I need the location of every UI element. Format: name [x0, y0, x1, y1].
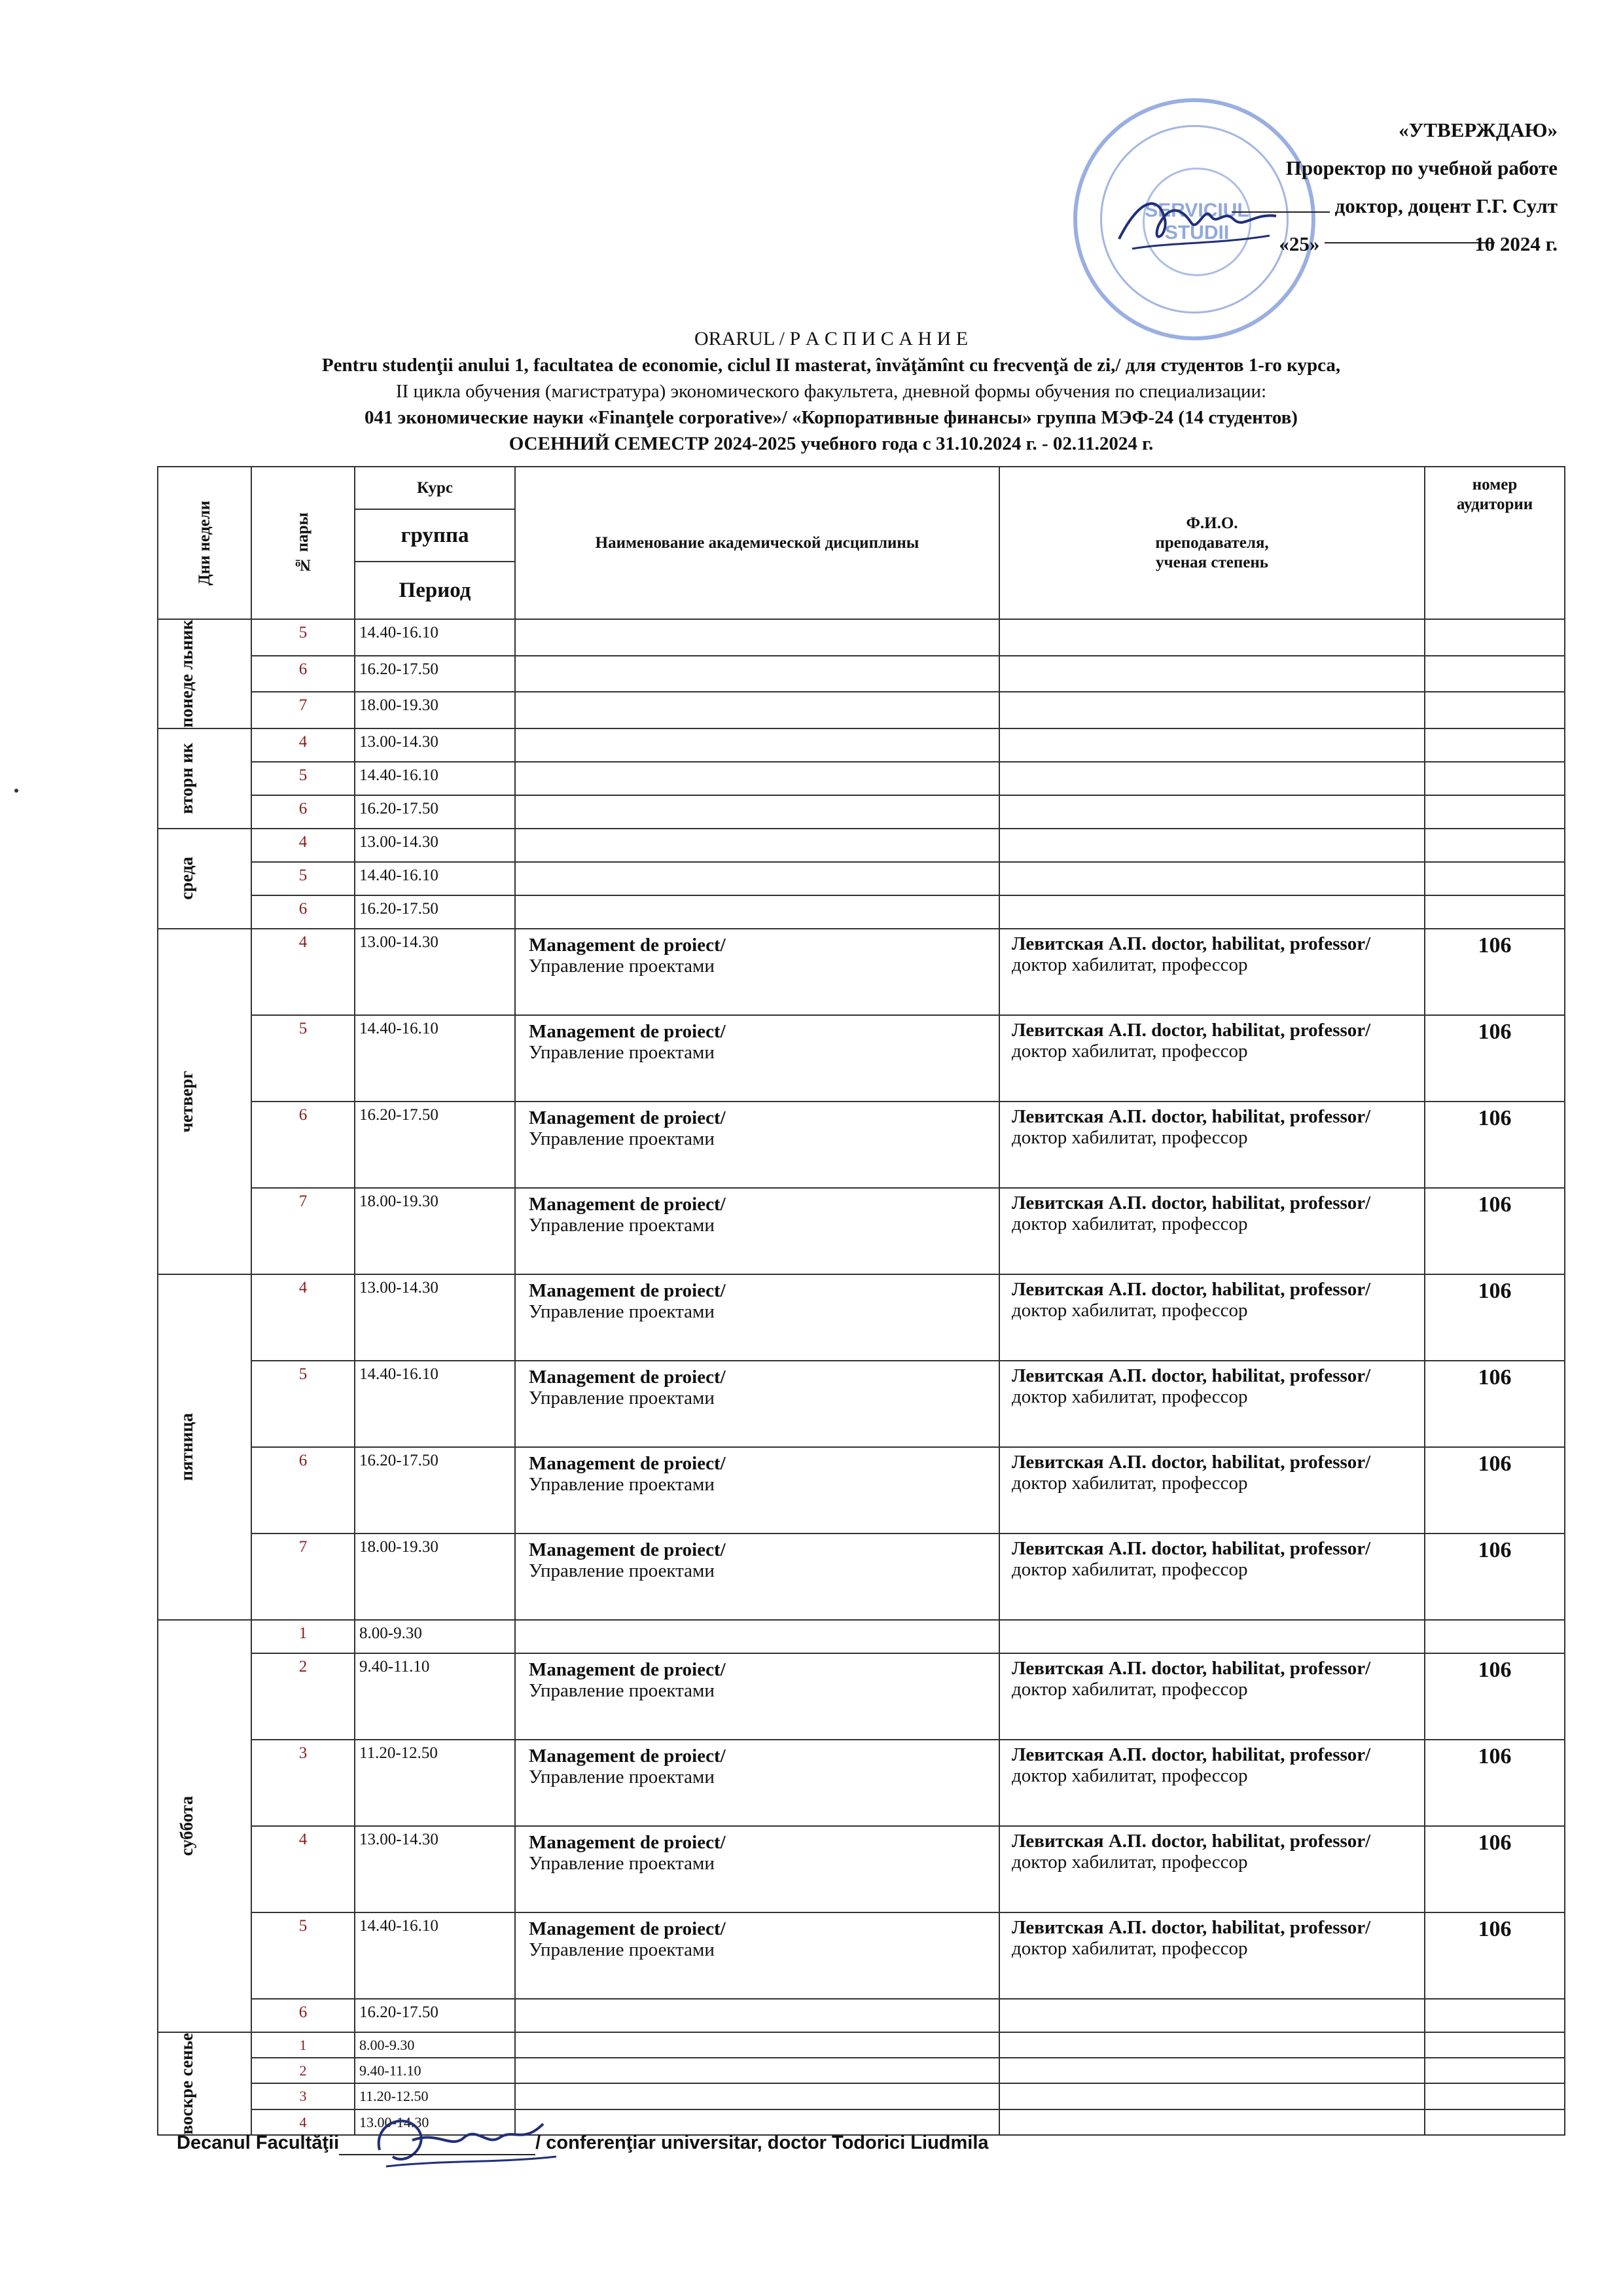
- teacher-degree: доктор хабилитат, профессор: [1012, 1765, 1248, 1786]
- pair-number: 5: [251, 1361, 355, 1447]
- teacher-cell: [999, 862, 1425, 895]
- discipline-cell: [515, 895, 999, 929]
- pair-number: 6: [251, 1447, 355, 1534]
- pair-time: 8.00-9.30: [355, 1620, 515, 1653]
- pair-number: 4: [251, 1274, 355, 1361]
- room-cell: [1425, 862, 1565, 895]
- room-cell: 106: [1425, 1188, 1565, 1274]
- teacher-name: Левитская А.П. doctor, habilitat, professor/: [1012, 933, 1371, 954]
- discipline-cell: [515, 1015, 999, 1102]
- discipline-ru: Управление проектами: [529, 1214, 715, 1236]
- teacher-degree: доктор хабилитат, профессор: [1012, 1472, 1248, 1494]
- teacher-degree: доктор хабилитат, профессор: [1012, 1386, 1248, 1407]
- room-cell: 106: [1425, 1274, 1565, 1361]
- discipline-ru: Управление проектами: [529, 1473, 715, 1495]
- discipline-cell: [515, 929, 999, 1015]
- room-cell: 106: [1425, 1826, 1565, 1912]
- teacher-name: Левитская А.П. doctor, habilitat, professor/: [1012, 1278, 1371, 1300]
- teacher-name: Левитская А.П. doctor, habilitat, professor/: [1012, 1830, 1371, 1852]
- schedule-row: [158, 862, 1565, 895]
- pair-number: 5: [251, 762, 355, 795]
- room-cell: [1425, 2058, 1565, 2083]
- pair-time: 13.00-14.30: [355, 2109, 515, 2135]
- room-cell: 106: [1425, 1740, 1565, 1826]
- dean-signature-line: [339, 2132, 535, 2155]
- date-close-quote: »: [1309, 232, 1320, 255]
- pair-time: 16.20-17.50: [355, 795, 515, 829]
- room-cell: [1425, 2032, 1565, 2058]
- pair-number: 4: [251, 2109, 355, 2135]
- room-cell: [1425, 2109, 1565, 2135]
- teacher-degree: доктор хабилитат, профессор: [1012, 1213, 1248, 1234]
- room-cell: [1425, 762, 1565, 795]
- pair-number: 7: [251, 1188, 355, 1274]
- teacher-cell: [999, 795, 1425, 829]
- teacher-cell: [999, 1999, 1425, 2032]
- teacher-cell: [999, 656, 1425, 692]
- schedule-row: [158, 728, 1565, 762]
- col-pair-header: № пары: [251, 467, 355, 619]
- room-cell: 106: [1425, 1015, 1565, 1102]
- teacher-cell: [999, 1826, 1425, 1912]
- schedule-row: [158, 692, 1565, 728]
- schedule-row: [158, 1620, 1565, 1653]
- approval-title: «УТВЕРЖДАЮ»: [1399, 118, 1558, 141]
- pair-number: 6: [251, 1999, 355, 2032]
- teacher-cell: [999, 692, 1425, 728]
- discipline-cell: [515, 728, 999, 762]
- pair-number: 6: [251, 895, 355, 929]
- discipline-ru: Управление проектами: [529, 1041, 715, 1063]
- heading-line-ro: Pentru studenţii anului 1, facultatea de economie, ciclul II masterat, învăţămînt cu frecvenţă de zi,/ для студентов 1-го курса,: [321, 355, 1341, 376]
- discipline-cell: [515, 1740, 999, 1826]
- teacher-cell: [999, 1447, 1425, 1534]
- discipline-cell: [515, 2032, 999, 2058]
- pair-number: 2: [251, 1653, 355, 1740]
- discipline-ru: Управление проектами: [529, 1852, 715, 1874]
- room-cell: [1425, 619, 1565, 656]
- room-cell: [1425, 692, 1565, 728]
- date-month: 10: [1474, 232, 1495, 255]
- teacher-cell: [999, 1653, 1425, 1740]
- discipline-ro: Management de proiect/: [529, 1452, 726, 1474]
- scan-speck: [14, 789, 18, 793]
- discipline-cell: [515, 692, 999, 728]
- room-cell: [1425, 656, 1565, 692]
- pair-number: 3: [251, 1740, 355, 1826]
- teacher-name: Левитская А.П. doctor, habilitat, professor/: [1012, 1657, 1371, 1679]
- approval-signatory: доктор, доцент Г.Г. Султ: [1334, 194, 1558, 217]
- day-name: суббота: [158, 1620, 251, 2032]
- discipline-cell: [515, 656, 999, 692]
- room-cell: [1425, 728, 1565, 762]
- teacher-cell: [999, 1102, 1425, 1188]
- teacher-name: Левитская А.П. doctor, habilitat, professor/: [1012, 1451, 1371, 1473]
- discipline-ro: Management de proiect/: [529, 1539, 726, 1560]
- schedule-row: [158, 2032, 1565, 2058]
- teacher-cell: [999, 1188, 1425, 1274]
- room-cell: [1425, 829, 1565, 862]
- discipline-ru: Управление проектами: [529, 1128, 715, 1149]
- pair-time: 8.00-9.30: [355, 2032, 515, 2058]
- teacher-name: Левитская А.П. doctor, habilitat, professor/: [1012, 1192, 1371, 1213]
- day-name: среда: [158, 829, 251, 929]
- discipline-cell: [515, 795, 999, 829]
- schedule-row: [158, 1188, 1565, 1274]
- pair-time: 16.20-17.50: [355, 656, 515, 692]
- discipline-cell: [515, 1826, 999, 1912]
- dean-title: / conferenţiar universitar, doctor Todorici Liudmila: [535, 2132, 989, 2153]
- room-cell: 106: [1425, 1102, 1565, 1188]
- date-day: 25: [1289, 232, 1310, 255]
- pair-number: 4: [251, 1826, 355, 1912]
- heading-title: ORARUL / Р А С П И С А Н И Е: [694, 328, 969, 350]
- pair-number: 5: [251, 862, 355, 895]
- pair-time: 18.00-19.30: [355, 692, 515, 728]
- teacher-degree: доктор хабилитат, профессор: [1012, 954, 1248, 975]
- room-cell: 106: [1425, 929, 1565, 1015]
- col-course-header: Курс: [355, 467, 515, 509]
- pair-time: 13.00-14.30: [355, 929, 515, 1015]
- pair-number: 5: [251, 1912, 355, 1999]
- teacher-degree: доктор хабилитат, профессор: [1012, 1937, 1248, 1959]
- discipline-ru: Управление проектами: [529, 1387, 715, 1408]
- room-cell: 106: [1425, 1653, 1565, 1740]
- teacher-name: Левитская А.П. doctor, habilitat, professor/: [1012, 1916, 1371, 1938]
- dean-label: Decanul Facultăţii: [177, 2132, 340, 2153]
- day-name: пятница: [158, 1274, 251, 1620]
- teacher-cell: [999, 1912, 1425, 1999]
- pair-time: 14.40-16.10: [355, 1361, 515, 1447]
- pair-time: 16.20-17.50: [355, 895, 515, 929]
- discipline-cell: [515, 1361, 999, 1447]
- day-name: воскре сенье: [158, 2032, 251, 2135]
- col-discipline-header: Наименование академической дисциплины: [515, 467, 999, 619]
- teacher-cell: [999, 619, 1425, 656]
- pair-time: 16.20-17.50: [355, 1447, 515, 1534]
- teacher-degree: доктор хабилитат, профессор: [1012, 1126, 1248, 1148]
- approval-block: [1060, 111, 1558, 263]
- teacher-cell: [999, 2083, 1425, 2109]
- pair-time: 13.00-14.30: [355, 829, 515, 862]
- schedule-row: [158, 762, 1565, 795]
- pair-number: 5: [251, 619, 355, 656]
- day-name: четверг: [158, 929, 251, 1274]
- teacher-degree: доктор хабилитат, профессор: [1012, 1299, 1248, 1321]
- schedule-row: [158, 1102, 1565, 1188]
- pair-time: 13.00-14.30: [355, 1826, 515, 1912]
- teacher-degree: доктор хабилитат, профессор: [1012, 1851, 1248, 1873]
- day-name: вторн ик: [158, 728, 251, 829]
- pair-time: 18.00-19.30: [355, 1534, 515, 1620]
- schedule-row: [158, 929, 1565, 1015]
- pair-number: 1: [251, 2032, 355, 2058]
- discipline-ro: Management de proiect/: [529, 1193, 726, 1215]
- discipline-cell: [515, 2109, 999, 2135]
- pair-time: 14.40-16.10: [355, 762, 515, 795]
- teacher-cell: [999, 895, 1425, 929]
- pair-number: 6: [251, 795, 355, 829]
- pair-time: 13.00-14.30: [355, 1274, 515, 1361]
- room-cell: 106: [1425, 1912, 1565, 1999]
- pair-time: 18.00-19.30: [355, 1188, 515, 1274]
- discipline-cell: [515, 1653, 999, 1740]
- discipline-ro: Management de proiect/: [529, 1745, 726, 1767]
- discipline-ru: Управление проектами: [529, 1939, 715, 1960]
- col-teacher-header: Ф.И.О. преподавателя, ученая степень: [999, 467, 1425, 619]
- schedule-row: [158, 1653, 1565, 1740]
- col-room-header: номер аудитории: [1425, 467, 1565, 619]
- schedule-heading: [157, 326, 1505, 457]
- discipline-cell: [515, 1102, 999, 1188]
- room-cell: [1425, 795, 1565, 829]
- pair-number: 3: [251, 2083, 355, 2109]
- discipline-cell: [515, 862, 999, 895]
- pair-number: 2: [251, 2058, 355, 2083]
- discipline-cell: [515, 2083, 999, 2109]
- heading-specialization: 041 экономические науки «Finanţele corporative»/ «Корпоративные финансы» группа МЭФ-24 (14 студентов): [365, 407, 1298, 428]
- schedule-row: [158, 1361, 1565, 1447]
- teacher-degree: доктор хабилитат, профессор: [1012, 1678, 1248, 1700]
- teacher-cell: [999, 2032, 1425, 2058]
- room-cell: [1425, 1999, 1565, 2032]
- footer-dean: [177, 2132, 989, 2155]
- discipline-cell: [515, 762, 999, 795]
- approval-year: 2024 г.: [1499, 232, 1558, 255]
- pair-number: 1: [251, 1620, 355, 1653]
- pair-number: 4: [251, 929, 355, 1015]
- schedule-row: [158, 2058, 1565, 2083]
- discipline-cell: [515, 2058, 999, 2083]
- pair-time: 13.00-14.30: [355, 728, 515, 762]
- discipline-ru: Управление проектами: [529, 1560, 715, 1581]
- teacher-cell: [999, 1620, 1425, 1653]
- schedule-row: [158, 1826, 1565, 1912]
- discipline-cell: [515, 1620, 999, 1653]
- teacher-cell: [999, 1534, 1425, 1620]
- pair-time: 11.20-12.50: [355, 1740, 515, 1826]
- teacher-name: Левитская А.П. doctor, habilitat, professor/: [1012, 1019, 1371, 1041]
- pair-number: 5: [251, 1015, 355, 1102]
- discipline-ro: Management de proiect/: [529, 1659, 726, 1680]
- teacher-degree: доктор хабилитат, профессор: [1012, 1040, 1248, 1062]
- pair-time: 14.40-16.10: [355, 619, 515, 656]
- pair-number: 4: [251, 829, 355, 862]
- discipline-ru: Управление проектами: [529, 1766, 715, 1787]
- pair-time: 14.40-16.10: [355, 1015, 515, 1102]
- schedule-row: [158, 1912, 1565, 1999]
- discipline-ru: Управление проектами: [529, 955, 715, 977]
- discipline-ru: Управление проектами: [529, 1300, 715, 1322]
- teacher-name: Левитская А.П. doctor, habilitat, professor/: [1012, 1744, 1371, 1765]
- discipline-cell: [515, 1188, 999, 1274]
- teacher-name: Левитская А.П. doctor, habilitat, professor/: [1012, 1105, 1371, 1127]
- discipline-ro: Management de proiect/: [529, 1107, 726, 1128]
- col-group-header: группа: [355, 509, 515, 562]
- discipline-cell: [515, 1999, 999, 2032]
- room-cell: 106: [1425, 1447, 1565, 1534]
- discipline-ro: Management de proiect/: [529, 1280, 726, 1301]
- schedule-row: [158, 1740, 1565, 1826]
- schedule-row: [158, 1447, 1565, 1534]
- discipline-cell: [515, 1534, 999, 1620]
- stamp-center-text: SERVICIUL STUDII: [1143, 168, 1251, 276]
- schedule-row: [158, 829, 1565, 862]
- day-name: понеде льник: [158, 619, 251, 728]
- discipline-ro: Management de proiect/: [529, 1831, 726, 1853]
- pair-number: 6: [251, 1102, 355, 1188]
- teacher-cell: [999, 1361, 1425, 1447]
- pair-number: 7: [251, 692, 355, 728]
- room-cell: [1425, 1620, 1565, 1653]
- room-cell: [1425, 895, 1565, 929]
- schedule-row: [158, 895, 1565, 929]
- room-cell: 106: [1425, 1361, 1565, 1447]
- pair-time: 11.20-12.50: [355, 2083, 515, 2109]
- schedule-row: [158, 1274, 1565, 1361]
- discipline-ro: Management de proiect/: [529, 1020, 726, 1042]
- pair-time: 14.40-16.10: [355, 862, 515, 895]
- heading-line-ru: II цикла обучения (магистратура) экономического факультета, дневной формы обучения по специализации:: [395, 381, 1267, 402]
- discipline-cell: [515, 1274, 999, 1361]
- teacher-cell: [999, 1740, 1425, 1826]
- schedule-row: [158, 656, 1565, 692]
- teacher-cell: [999, 2109, 1425, 2135]
- pair-number: 6: [251, 656, 355, 692]
- discipline-cell: [515, 619, 999, 656]
- discipline-ro: Management de proiect/: [529, 1366, 726, 1388]
- pair-number: 7: [251, 1534, 355, 1620]
- teacher-cell: [999, 728, 1425, 762]
- teacher-cell: [999, 929, 1425, 1015]
- discipline-ro: Management de proiect/: [529, 1918, 726, 1939]
- teacher-degree: доктор хабилитат, профессор: [1012, 1558, 1248, 1580]
- teacher-cell: [999, 762, 1425, 795]
- schedule-table: [157, 466, 1565, 2136]
- schedule-row: [158, 619, 1565, 656]
- teacher-cell: [999, 1274, 1425, 1361]
- schedule-row: [158, 1534, 1565, 1620]
- room-cell: [1425, 2083, 1565, 2109]
- teacher-cell: [999, 829, 1425, 862]
- signature-line: [1232, 194, 1330, 213]
- discipline-cell: [515, 1912, 999, 1999]
- col-period-header: Период: [355, 562, 515, 619]
- col-days-header: Дни недели: [158, 467, 251, 619]
- teacher-name: Левитская А.П. doctor, habilitat, professor/: [1012, 1365, 1371, 1386]
- schedule-row: [158, 795, 1565, 829]
- date-month-line: [1325, 225, 1495, 255]
- teacher-cell: [999, 1015, 1425, 1102]
- heading-semester: ОСЕННИЙ СЕМЕСТР 2024-2025 учебного года с 31.10.2024 г. - 02.11.2024 г.: [508, 433, 1154, 454]
- teacher-cell: [999, 2058, 1425, 2083]
- pair-time: 9.40-11.10: [355, 2058, 515, 2083]
- schedule-row: [158, 1015, 1565, 1102]
- pair-time: 14.40-16.10: [355, 1912, 515, 1999]
- teacher-name: Левитская А.П. doctor, habilitat, professor/: [1012, 1537, 1371, 1559]
- discipline-cell: [515, 829, 999, 862]
- discipline-cell: [515, 1447, 999, 1534]
- pair-time: 9.40-11.10: [355, 1653, 515, 1740]
- pair-number: 4: [251, 728, 355, 762]
- schedule-row: [158, 1999, 1565, 2032]
- date-open-quote: «: [1279, 232, 1289, 255]
- pair-time: 16.20-17.50: [355, 1102, 515, 1188]
- room-cell: 106: [1425, 1534, 1565, 1620]
- pair-time: 16.20-17.50: [355, 1999, 515, 2032]
- approval-position: Проректор по учебной работе: [1285, 156, 1558, 179]
- discipline-ru: Управление проектами: [529, 1679, 715, 1701]
- discipline-ro: Management de proiect/: [529, 934, 726, 956]
